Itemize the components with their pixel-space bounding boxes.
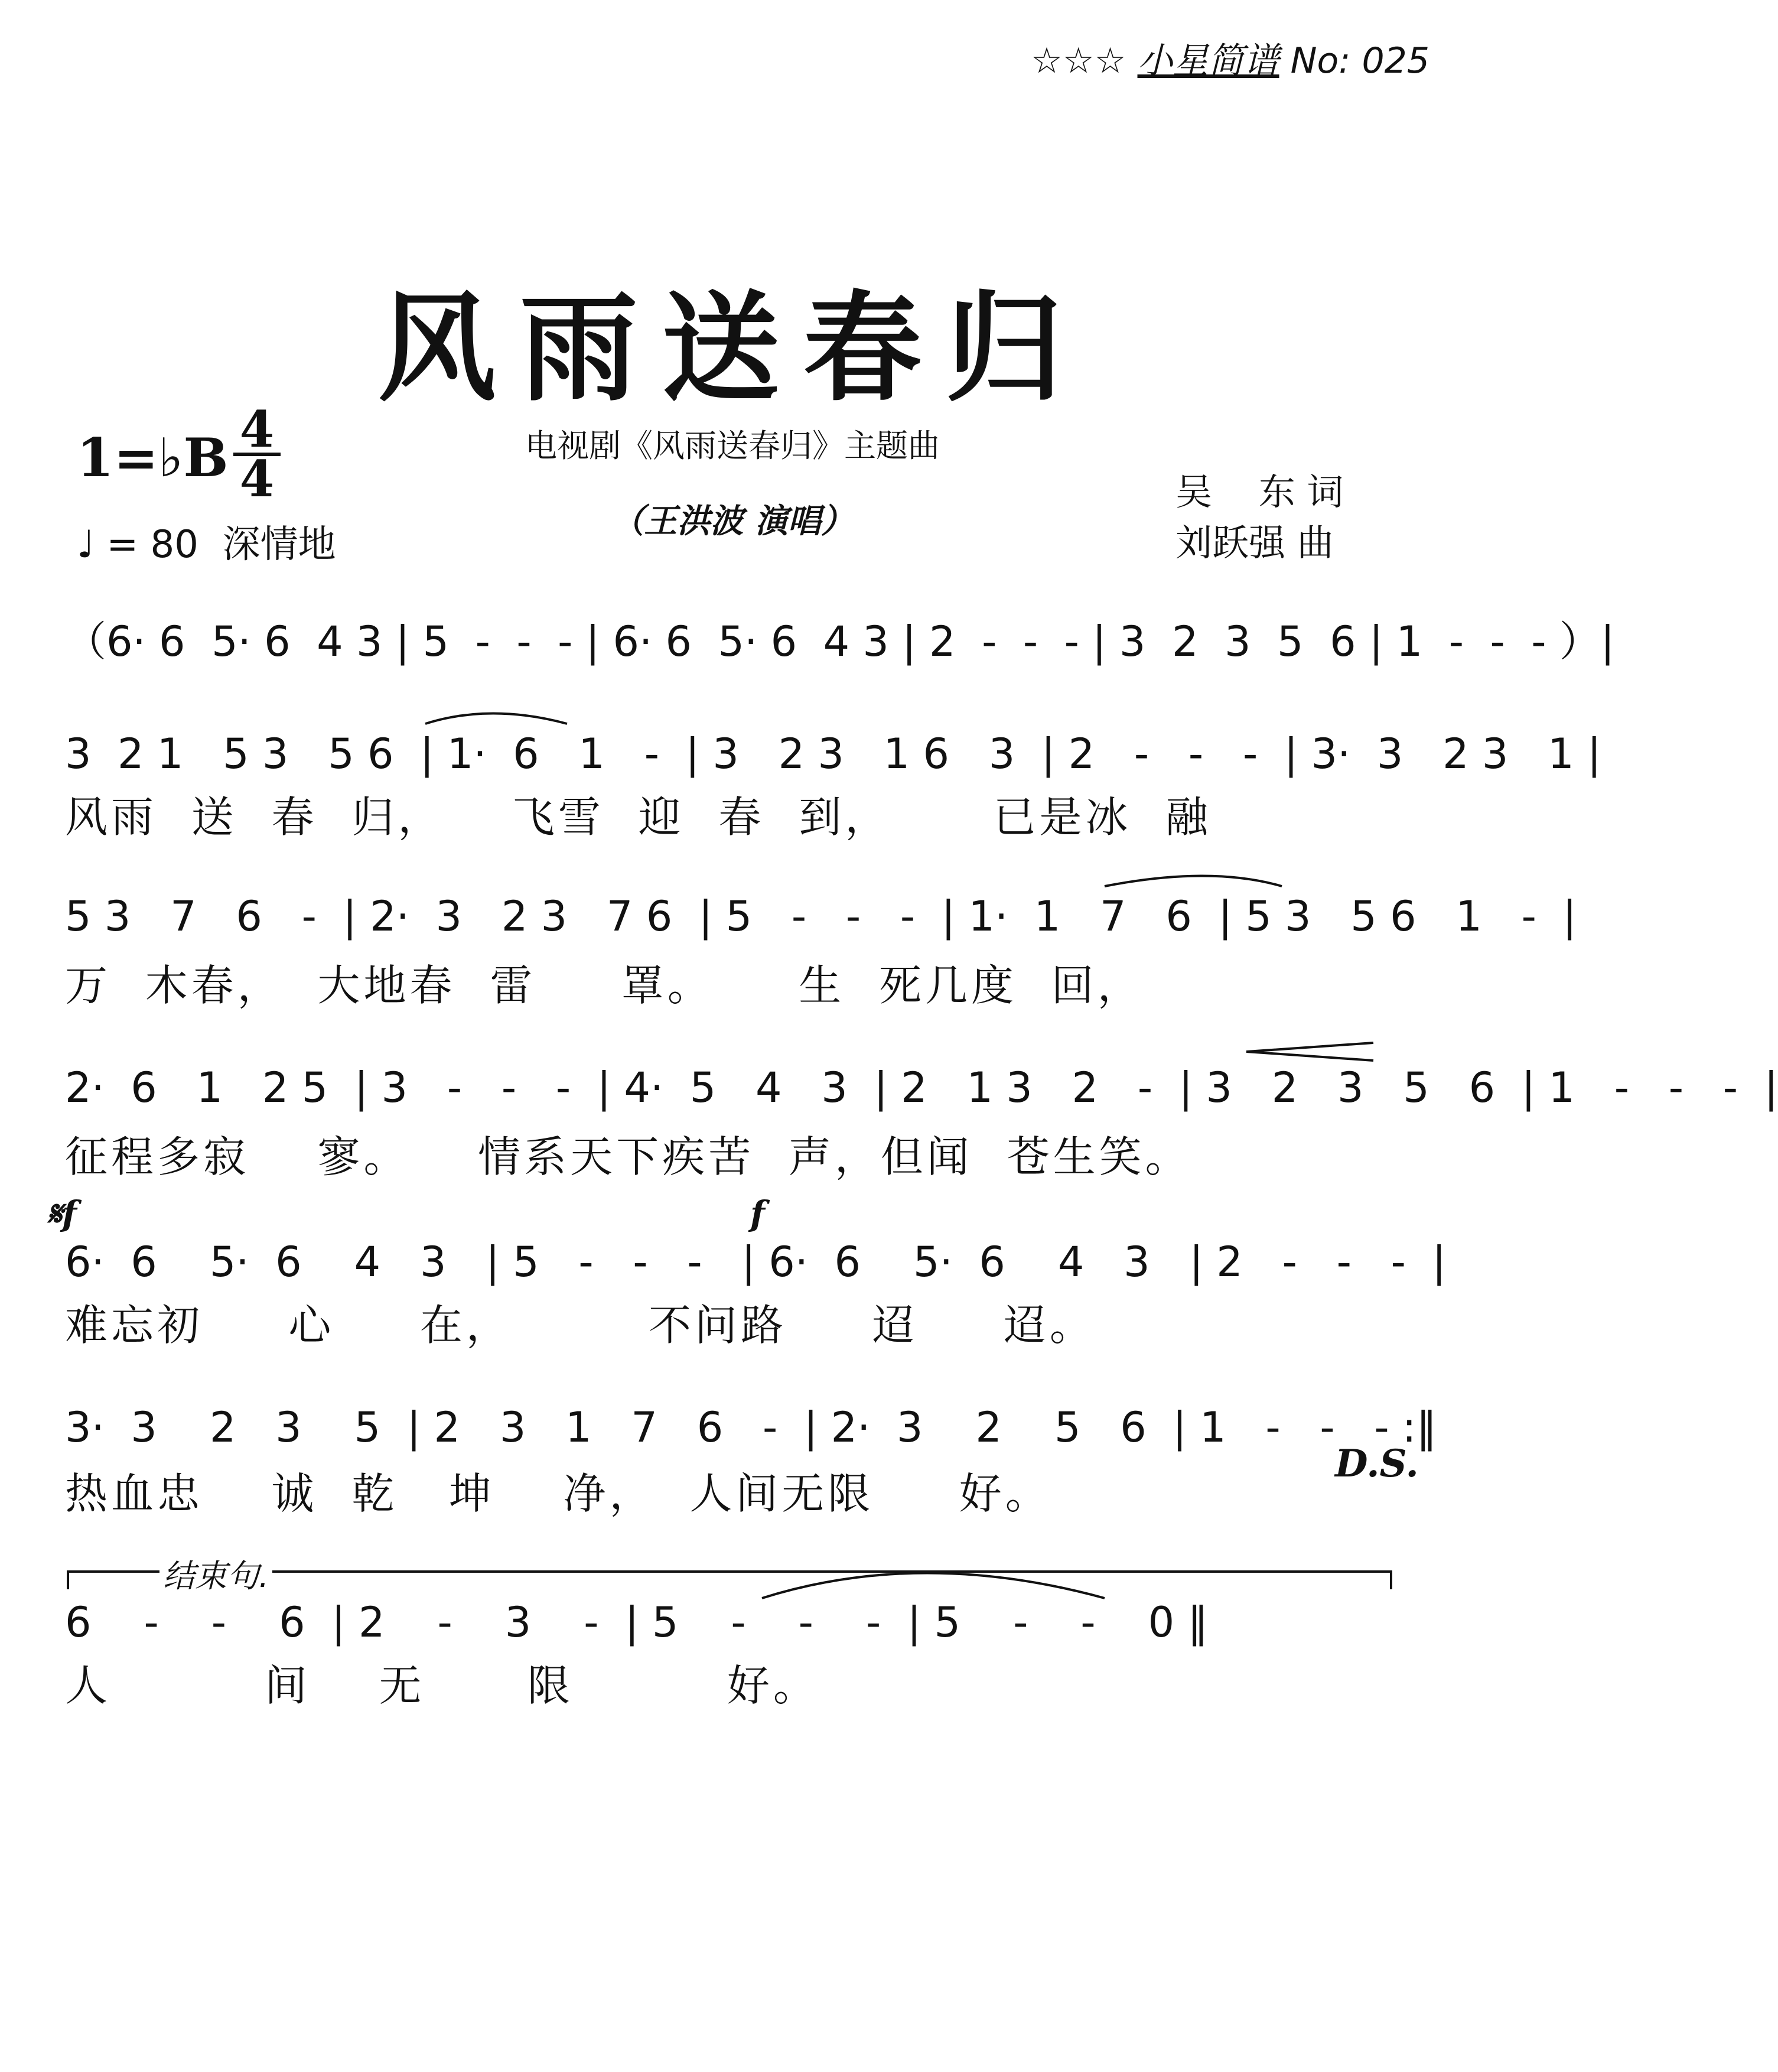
time-signature-top: 4 [233, 406, 281, 456]
stars-icon: ☆☆☆ [1031, 40, 1126, 82]
lyric-line-4: 难忘初 心 在， 不问路 迢 迢。 [65, 1300, 1096, 1350]
slur-arc-line-2 [1105, 876, 1282, 887]
lyric-line-6: 人 间 无 限 好。 [65, 1661, 819, 1710]
intro-melody: （6· 6 5· 6 4 3 | 5 - - - | 6· 6 5· 6 4 3 | 2 - - - | 3 2 3 5 6 | 1 - - - ）| [65, 617, 1615, 666]
song-subtitle: 电视剧《风雨送春归》主题曲 [525, 427, 940, 464]
time-signature-bottom: 4 [239, 450, 275, 508]
key-signature: 1=♭B [77, 427, 229, 489]
segno-forte-marking: 𝄋f [47, 1193, 77, 1234]
crescendo-hairpin [1246, 1043, 1373, 1061]
singer-credit: （王洪波 演唱） [611, 502, 854, 541]
slur-arc-line-1 [425, 714, 567, 724]
dal-segno-marking: D.S. [1335, 1442, 1419, 1486]
melody-line-6: 6 - - 6 | 2 - 3 - | 5 - - - | 5 - - 0 ‖ [65, 1598, 1209, 1647]
composer-credit: 刘跃强 曲 [1175, 521, 1334, 564]
tempo-value: = 80 [106, 523, 198, 567]
quarter-note-icon: ♩ [77, 523, 95, 567]
tie-arc-ending [762, 1573, 1105, 1599]
lyric-line-1: 风雨 送 春 归， 飞雪 迎 春 到， 已是冰 融 [65, 792, 1212, 842]
lyric-line-3: 征程多寂 寥。 情系天下疾苦 声，但闻 苍生笑。 [65, 1132, 1191, 1182]
ending-section-label: 结束句. [159, 1551, 272, 1596]
lyric-line-2: 万 木春， 大地春 雷 罩。 生 死几度 回， [65, 961, 1144, 1010]
melody-line-4: 6· 6 5· 6 4 3 | 5 - - - | 6· 6 5· 6 4 3 | 2 - - - | [65, 1238, 1446, 1286]
melody-line-3: 2· 6 1 2 5 | 3 - - - | 4· 5 4 3 | 2 1 3 2 - | 3 2 3 5 6 | 1 - - - | [65, 1063, 1778, 1112]
expression-marking: 深情地 [222, 523, 336, 567]
forte-marking: f [750, 1193, 765, 1234]
melody-line-2: 5 3 7 6 - | 2· 3 2 3 7 6 | 5 - - - | 1· 1 7 6 | 5 3 5 6 1 - | [65, 892, 1577, 941]
lyricist-credit: 吴 东 词 [1175, 470, 1344, 513]
melody-line-1: 3 2 1 5 3 5 6 | 1· 6 1 - | 3 2 3 1 6 3 | 2 - - - | 3· 3 2 3 1 | [65, 730, 1601, 778]
song-title: 风雨送春归 [377, 280, 1087, 418]
melody-line-5: 3· 3 2 3 5 | 2 3 1 7 6 - | 2· 3 2 5 6 | 1 - - - :‖ [65, 1403, 1437, 1452]
score-number: No: 025 [1290, 40, 1429, 82]
brand-name: 小星简谱 [1137, 40, 1279, 82]
lyric-line-5: 热血忠 诚 乾 坤 净， 人间无限 好。 [65, 1469, 1051, 1518]
